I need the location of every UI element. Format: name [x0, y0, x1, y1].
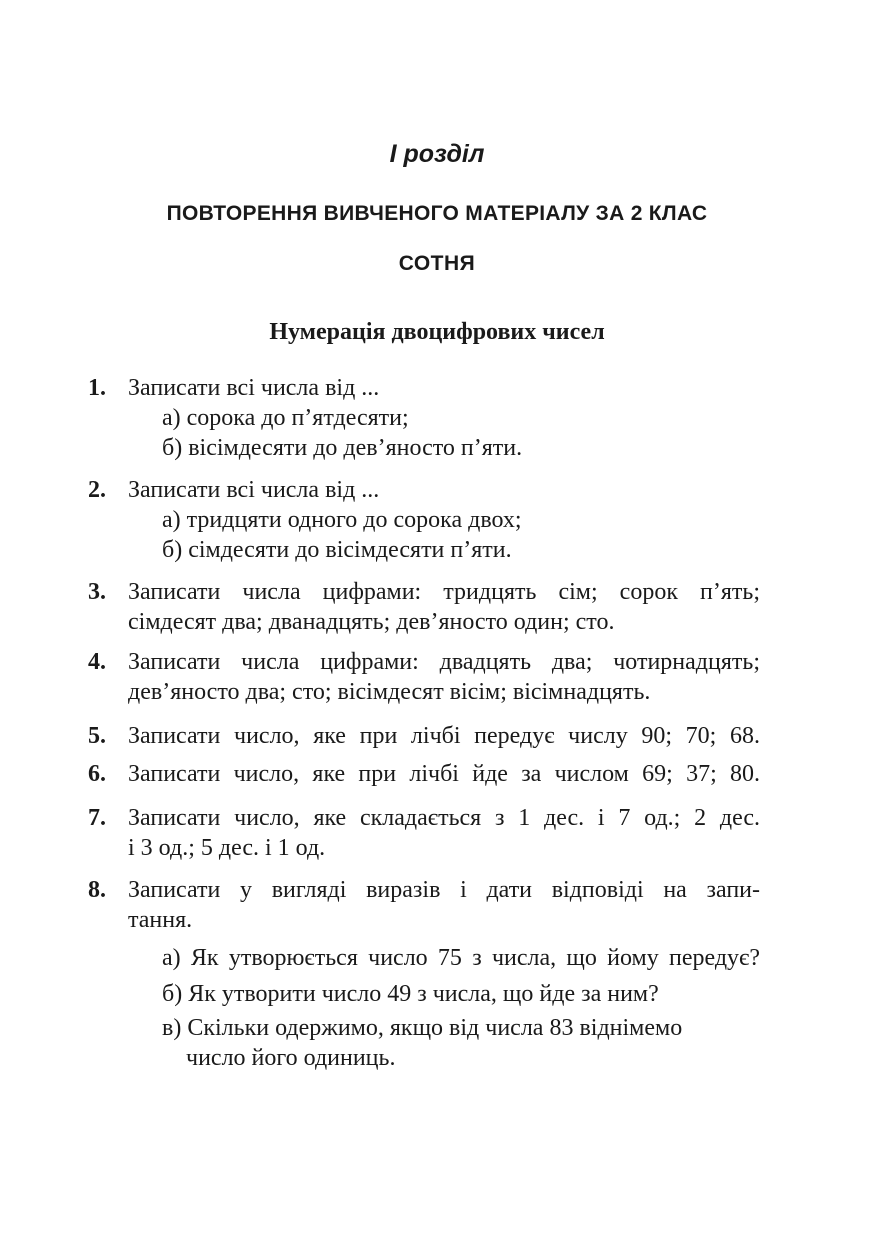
- task-number: 5.: [88, 723, 106, 749]
- task-text: Записати число, яке складається з 1 дес. і 7 од.; 2 дес.: [128, 805, 760, 831]
- task-subitem: б) сімдесяти до вісімдесяти п’яти.: [162, 537, 512, 563]
- task-text: Записати всі числа від ...: [128, 477, 380, 503]
- task-subitem: в) Скільки одержимо, якщо від числа 83 віднімемо: [162, 1015, 683, 1041]
- task-subitem: а) сорока до п’ятдесяти;: [162, 405, 409, 431]
- task-subitem: б) Як утворити число 49 з числа, що йде за ним?: [162, 981, 659, 1007]
- task-text: Записати числа цифрами: двадцять два; чотирнадцять;: [128, 649, 760, 675]
- task-number: 3.: [88, 579, 106, 605]
- task-text: тання.: [128, 907, 193, 933]
- task-text: Записати число, яке при лічбі йде за числом 69; 37; 80.: [128, 761, 760, 787]
- task-number: 7.: [88, 805, 106, 831]
- task-text: і 3 од.; 5 дес. і 1 од.: [128, 835, 326, 861]
- section-title: І розділ: [389, 140, 485, 168]
- task-number: 8.: [88, 877, 106, 903]
- task-text: Записати всі числа від ...: [128, 375, 380, 401]
- chapter-heading: ПОВТОРЕННЯ ВИВЧЕНОГО МАТЕРІАЛУ ЗА 2 КЛАС: [166, 202, 708, 225]
- task-subitem: б) вісімдесяти до дев’яносто п’яти.: [162, 435, 523, 461]
- task-number: 1.: [88, 375, 106, 401]
- topic-heading: Нумерація двоцифрових чисел: [269, 319, 605, 345]
- task-number: 4.: [88, 649, 106, 675]
- task-text: Записати число, яке при лічбі передує числу 90; 70; 68.: [128, 723, 760, 749]
- task-number: 6.: [88, 761, 106, 787]
- task-text: дев’яносто два; сто; вісімдесят вісім; вісімнадцять.: [128, 679, 651, 705]
- task-text: Записати у вигляді виразів і дати відповіді на запи-: [128, 877, 760, 903]
- chapter-subheading: СОТНЯ: [398, 252, 476, 275]
- task-subitem: число його одиниць.: [186, 1045, 396, 1071]
- task-number: 2.: [88, 477, 106, 503]
- task-subitem: а) Як утворюється число 75 з числа, що йому передує?: [162, 945, 760, 971]
- task-text: Записати числа цифрами: тридцять сім; сорок п’ять;: [128, 579, 760, 605]
- task-text: сімдесят два; дванадцять; дев’яносто один; сто.: [128, 609, 615, 635]
- task-subitem: а) тридцяти одного до сорока двох;: [162, 507, 522, 533]
